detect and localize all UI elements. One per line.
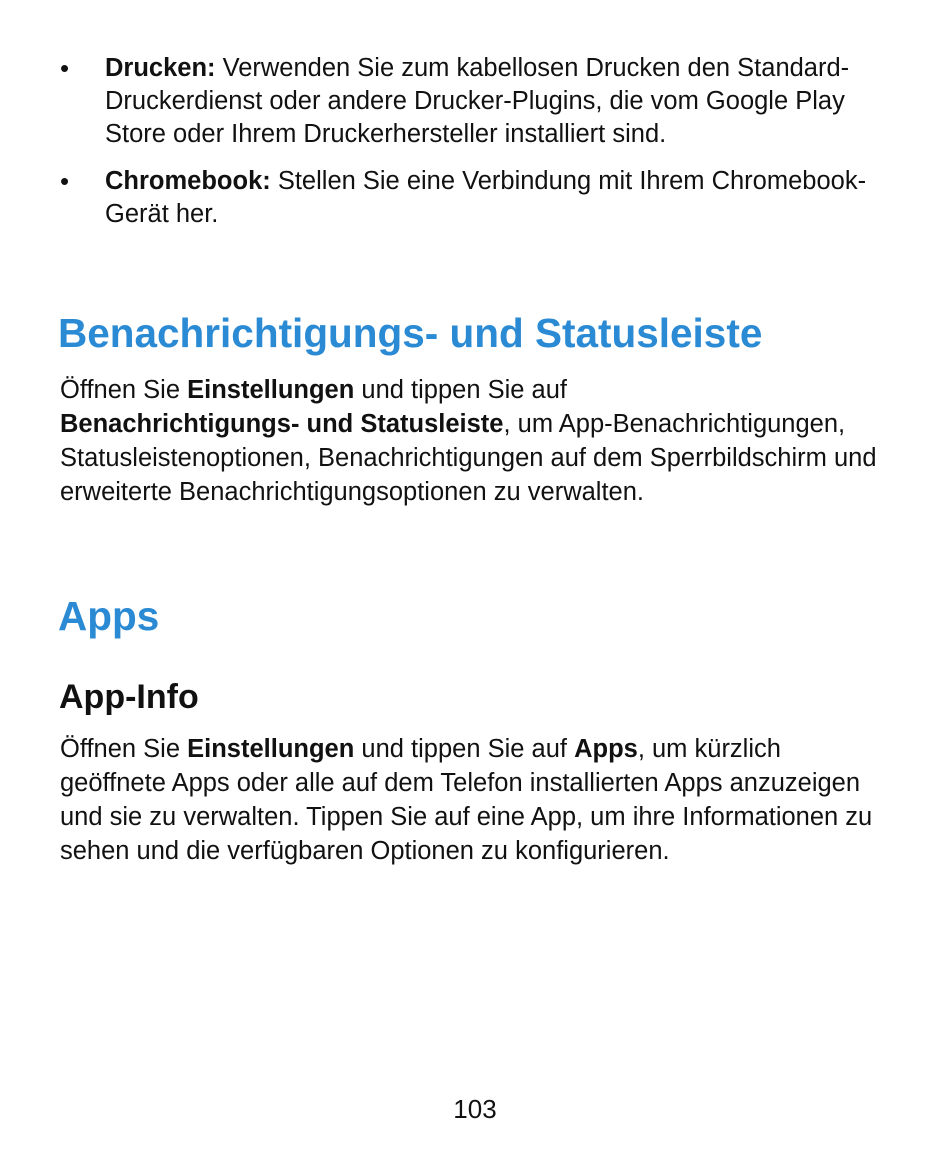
- para-text: Öffnen Sie: [60, 376, 188, 404]
- para-text: , um kürzlich geöffnete Apps oder alle auf dem Telefon installierten Apps anzuzeigen und sie zu verwalten. Tippen Sie auf eine App, um ihre Informationen zu sehen und die verfügbaren Optionen zu konfigurieren.: [60, 735, 873, 865]
- section-heading-notifications: Benachrichtigungs- und Statusleiste: [58, 310, 763, 356]
- para-text: und tippen Sie auf: [354, 735, 575, 763]
- bullet-icon: •: [60, 166, 70, 196]
- para-text: , um App-Benachrichtigungen, Statusleistenoptionen, Benachrichtigungen auf dem Sperrbildschirm und erweiterte Benachrichtigungsoptionen zu verwalten.: [60, 410, 877, 506]
- apps-term: Apps: [574, 735, 638, 763]
- bullet-icon: •: [60, 53, 70, 83]
- para-text: Öffnen Sie: [60, 735, 188, 763]
- settings-term: Einstellungen: [187, 376, 355, 404]
- paragraph-notifications: [60, 373, 890, 509]
- bullet-item-chromebook: [60, 165, 890, 231]
- notifications-term: Benachrichtigungs- und Statusleiste: [60, 410, 504, 438]
- paragraph-apps: [60, 732, 890, 868]
- subheading-app-info: App-Info: [59, 678, 199, 716]
- bullet-list: [60, 52, 890, 245]
- bullet-text: Stellen Sie eine Verbindung mit Ihrem Chromebook-Gerät her.: [105, 167, 867, 228]
- bullet-term: Chromebook:: [105, 167, 271, 195]
- bullet-text: Verwenden Sie zum kabellosen Drucken den Standard-Druckerdienst oder andere Drucker-Plugins, die vom Google Play Store oder Ihrem Druckerhersteller installiert sind.: [105, 54, 850, 148]
- bullet-item-drucken: [60, 52, 890, 151]
- settings-term: Einstellungen: [187, 735, 355, 763]
- section-heading-apps: Apps: [58, 593, 160, 639]
- page-number: 103: [453, 1094, 497, 1124]
- para-text: und tippen Sie auf: [354, 376, 567, 404]
- bullet-term: Drucken:: [105, 54, 216, 82]
